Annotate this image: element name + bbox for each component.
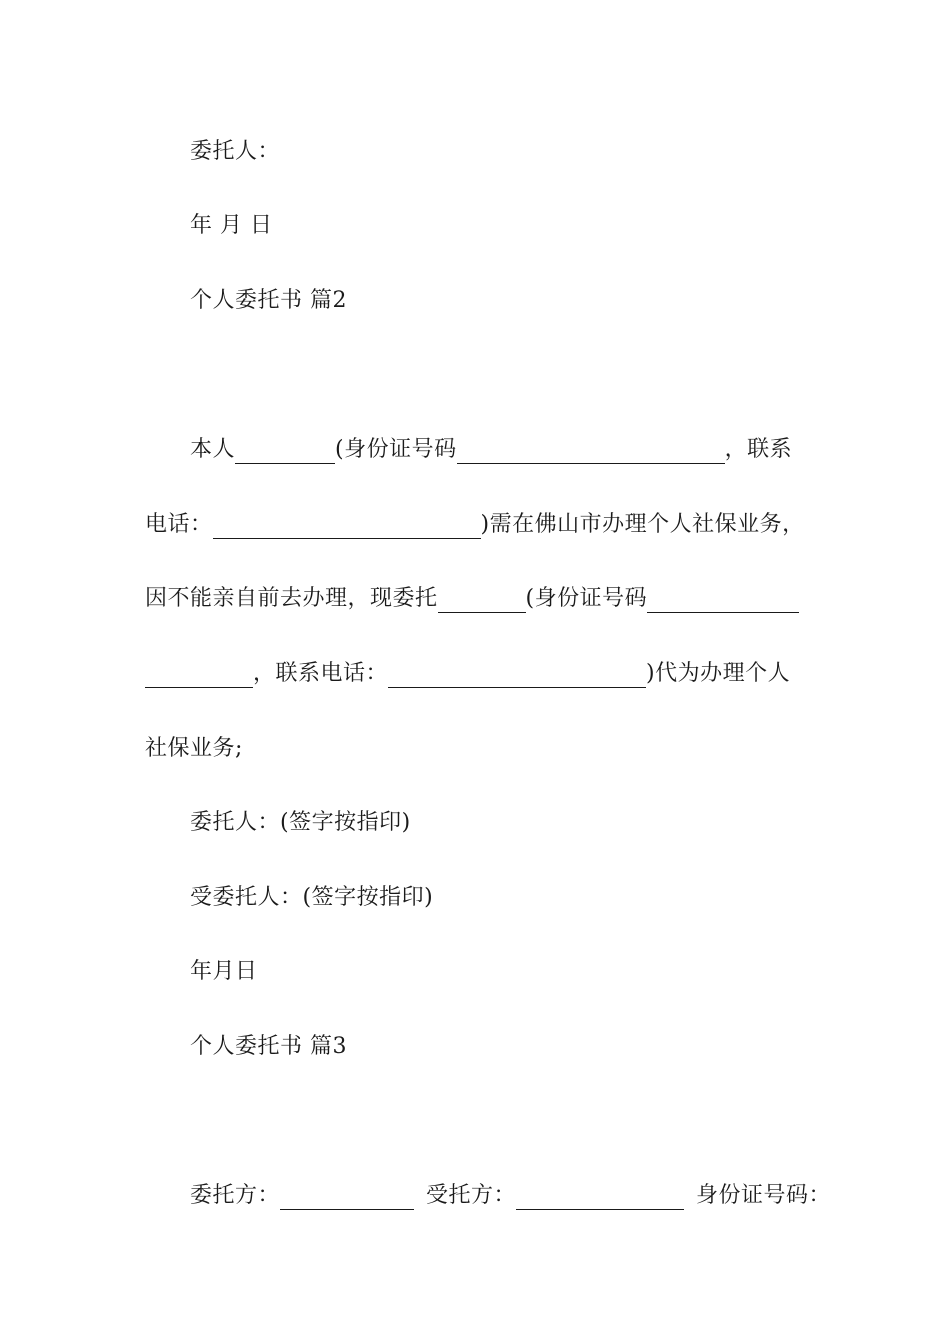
text-segment: )代为办理个人: [646, 661, 791, 686]
text-segment: 因不能亲自前去办理，现委托: [145, 586, 438, 611]
text-segment: )需在佛山市办理个人社保业务，: [480, 512, 805, 537]
text-segment: 受托方：: [426, 1183, 517, 1208]
agent-id-blank-cont: [145, 657, 253, 688]
text-segment: 委托方：: [190, 1183, 281, 1208]
agent-phone-blank: [388, 657, 646, 688]
text-segment: 身份证号码：: [696, 1183, 832, 1208]
paragraph-line-2: [145, 505, 805, 545]
date-line: 年 月 日: [190, 213, 273, 238]
paragraph-line-3: [145, 579, 799, 619]
date-line-2: 年月日: [190, 959, 258, 984]
agent-id-blank: [647, 582, 799, 613]
name-blank: [235, 433, 335, 464]
text-segment: 电话：: [145, 512, 213, 537]
principal-label: 委托人：: [190, 139, 281, 164]
section-title-3: 个人委托书 篇3: [190, 1034, 347, 1059]
paragraph-line-6: [190, 1176, 831, 1216]
text-segment: ，联系: [724, 437, 793, 462]
text-segment: ，联系电话：: [253, 661, 389, 686]
paragraph-line-4: [145, 654, 790, 694]
paragraph-line-1: [190, 430, 792, 470]
text-segment: 本人: [190, 437, 236, 462]
phone-blank: [213, 508, 481, 539]
agent-signature: 受委托人：(签字按指印): [190, 885, 434, 910]
principal-party-blank: [280, 1179, 414, 1210]
paragraph-line-5: 社保业务;: [145, 736, 243, 761]
id-number-blank: [457, 433, 725, 464]
agent-party-blank: [516, 1179, 684, 1210]
text-segment: (身份证号码: [335, 437, 457, 462]
section-title-2: 个人委托书 篇2: [190, 288, 347, 313]
text-segment: (身份证号码: [525, 586, 648, 611]
principal-signature: 委托人：(签字按指印): [190, 810, 411, 835]
agent-name-blank: [438, 582, 526, 613]
